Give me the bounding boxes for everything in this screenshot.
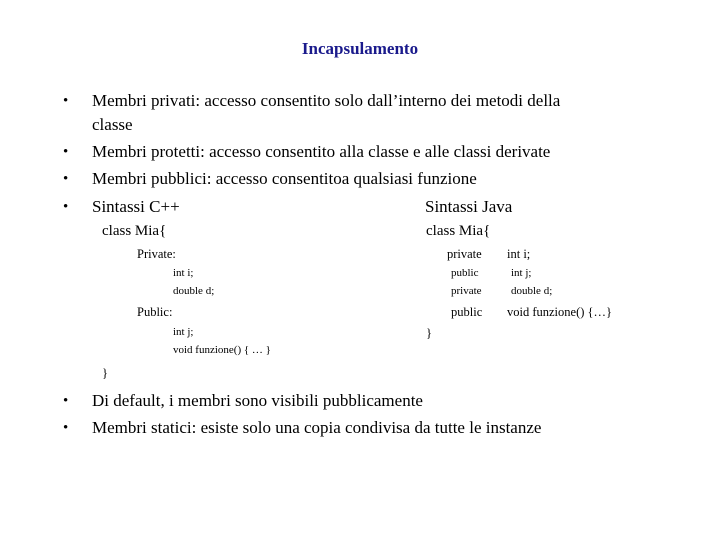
java-member-decl-4: void funzione() {…} bbox=[507, 305, 613, 319]
cpp-public-member-1: int j; bbox=[173, 326, 194, 338]
bullet-default-visibility: Di default, i membri sono visibili pubblicamente bbox=[92, 391, 423, 410]
bullet-marker: • bbox=[63, 393, 69, 409]
java-modifier-public: public bbox=[451, 267, 479, 279]
cpp-public-member-2: void funzione() { … } bbox=[173, 344, 271, 356]
bullet-marker: • bbox=[63, 199, 69, 215]
syntax-java-label: Sintassi Java bbox=[425, 197, 513, 216]
java-modifier-private: private bbox=[451, 285, 482, 297]
java-closing-brace: } bbox=[426, 326, 432, 340]
bullet-marker: • bbox=[63, 93, 69, 109]
cpp-private-member-2: double d; bbox=[173, 285, 215, 297]
cpp-private-label: Private: bbox=[137, 247, 176, 261]
java-modifier-private: private bbox=[447, 247, 482, 261]
cpp-class-declaration: class Mia{ bbox=[102, 223, 167, 239]
bullet-syntax-cpp: Sintassi C++ bbox=[92, 197, 180, 216]
java-member-decl-1: int i; bbox=[507, 247, 531, 261]
bullet-static-members: Membri statici: esiste solo una copia condivisa da tutte le instanze bbox=[92, 418, 542, 437]
java-class-declaration: class Mia{ bbox=[426, 223, 491, 239]
slide-title: Incapsulamento bbox=[301, 39, 419, 58]
bullet-public-members: Membri pubblici: accesso consentitoa qualsiasi funzione bbox=[92, 169, 477, 188]
bullet-private-members-line1: Membri privati: accesso consentito solo dall’interno dei metodi della bbox=[92, 91, 561, 110]
cpp-public-label: Public: bbox=[137, 305, 173, 319]
bullet-private-members-line2: classe bbox=[92, 115, 133, 134]
java-member-decl-2: int j; bbox=[511, 267, 532, 279]
bullet-marker: • bbox=[63, 171, 69, 187]
bullet-marker: • bbox=[63, 420, 69, 436]
bullet-marker: • bbox=[63, 144, 69, 160]
bullet-protected-members: Membri protetti: accesso consentito alla classe e alle classi derivate bbox=[92, 142, 551, 161]
java-member-decl-3: double d; bbox=[511, 285, 553, 297]
cpp-closing-brace: } bbox=[102, 366, 108, 380]
java-modifier-public: public bbox=[451, 305, 483, 319]
cpp-private-member-1: int i; bbox=[173, 267, 194, 279]
